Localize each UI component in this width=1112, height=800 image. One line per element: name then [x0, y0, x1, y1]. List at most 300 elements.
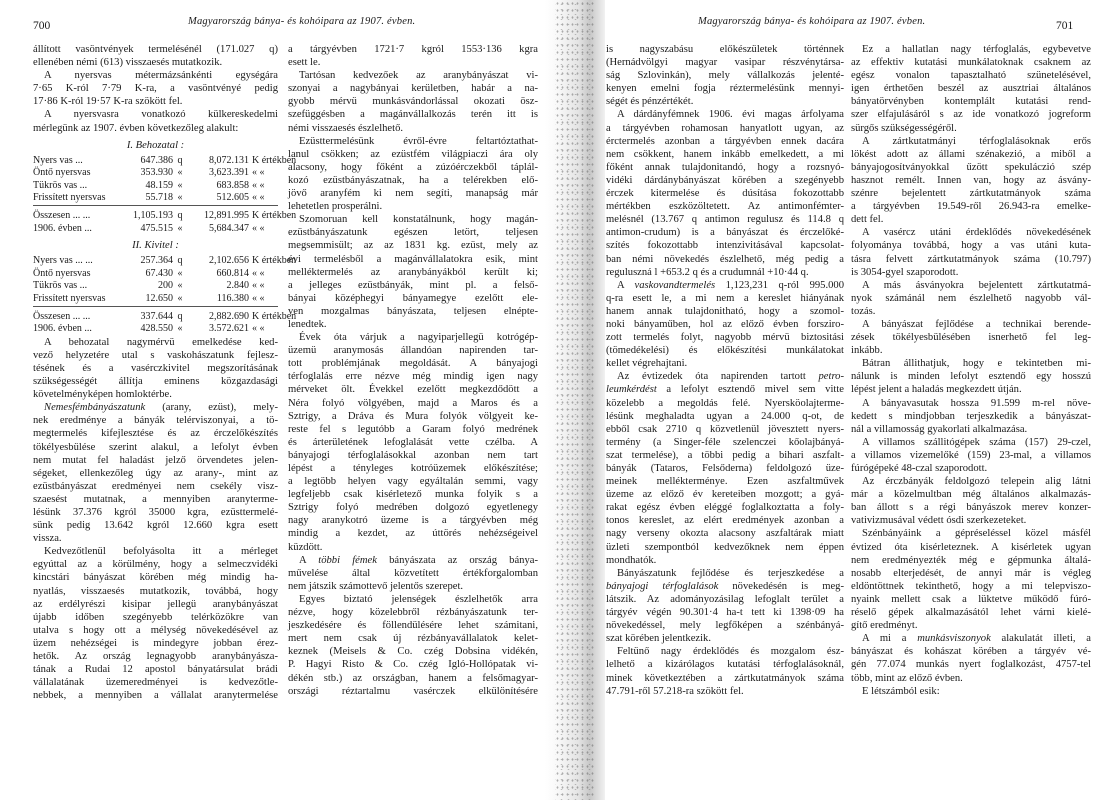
text-line: ségét és pénzértékét. [606, 96, 694, 108]
text-line: A nyersvasra vonatkozó külkereskedelmi [44, 109, 278, 121]
paragraph [851, 43, 1091, 135]
text-line: mindig a kezdet, az úttörés nehézségeivel [288, 528, 538, 540]
text-line: nem mutat fel haladást jelző örvendetes jelen- [33, 454, 278, 466]
text-line: folyománya továbbá, hogy a vas utáni kuta- [851, 240, 1091, 252]
table-cell: 3.572.621 [209, 323, 249, 335]
text-line: közelebb a megoldás felé. Nyersköolajterme- [606, 397, 844, 409]
table-cell: 428.550 [140, 323, 173, 335]
text-line: ság Szlovinkán), mely vállalkozás jelenté- [606, 70, 844, 82]
text-line: szonyai a nagybányai kerületben, habár a na- [288, 83, 538, 95]
paragraph [288, 69, 538, 134]
table-cell: 200 [158, 280, 173, 292]
text-line: reste fel s legutóbb a Garam folyó medrének [288, 423, 538, 435]
text-line: utalva s hogy ott a mélység növekedésével az [33, 624, 278, 636]
text-line: nebbek, a mennyiben a vállalat aranytermelése [33, 690, 278, 702]
table-cell: Összesen ... ... [33, 210, 91, 222]
text-line: ségeket, ellenkezőleg úgy az arany-, mint az [33, 467, 278, 479]
italic-term: bányajogi térfoglalások [606, 580, 719, 592]
text-line: üzleti szempontból kedvezőknek nem éppen [606, 541, 844, 553]
text-line: évtized óta kisérleteznek. A kisérletek ugyan [851, 541, 1091, 553]
text-segment: Az évtizedek óta napirenden tartott [617, 371, 819, 383]
text-line: hetők. Az ország legnagyobb aranybányásza- [33, 651, 278, 663]
table-cell: q [177, 255, 183, 267]
text-line [288, 554, 538, 567]
left-page-column-1 [33, 43, 297, 702]
text-line [606, 580, 844, 593]
italic-term: petro- [818, 371, 844, 383]
text-line [606, 383, 844, 396]
table-cell: « « [252, 192, 265, 204]
text-line: legfeljebb csak kisérletező munka folyik s a [288, 489, 538, 501]
text-line: megtermelés kifejlesztése és az érczelőkészítés [33, 428, 278, 440]
paragraph [288, 43, 538, 69]
text-line: lelhető a kizárólagos kutatási térfoglalásoknál, [606, 659, 844, 671]
paragraph [33, 108, 278, 134]
italic-term: munkásviszonyok [917, 633, 991, 645]
paragraph [33, 545, 278, 702]
table-cell: Nyers vas ... [33, 154, 83, 166]
text-line: országi réztartalmu vasérczek elkülönítésére [288, 685, 538, 697]
paragraph [606, 645, 844, 697]
text-line: szat körében jelentkezik. [606, 633, 712, 645]
scan-noise [555, 0, 595, 800]
text-line: tozás. [851, 305, 876, 317]
left-page-column-2 [288, 43, 538, 698]
text-line: vező helyzetére utal s vaskohászatunk fejlesz- [33, 349, 278, 361]
text-line: Tartósan kedvezőek az aranybányászat vi- [299, 70, 538, 82]
text-line: is 3054-gyel szaporodott. [851, 266, 959, 278]
text-line: mérlegünk az 1907. évben következőleg alakult: [33, 122, 239, 134]
text-line: tának a Rudai 12 apostol bányatársulat brádi [33, 664, 278, 676]
text-line: tásra felvett zártkutatmányok száma (10.797) [851, 253, 1091, 265]
text-line: minek következtében a zártkutatmányok száma [606, 672, 844, 684]
text-line: lökést adott az állami szénakezió, a miből a [851, 148, 1091, 160]
text-line: bányai középhegyi bányamegye ezelőtt ele- [288, 292, 538, 304]
table-cell: « [177, 323, 183, 335]
text-line: bányatörvényben kontemplált kutatási rend- [851, 96, 1091, 108]
text-line: üzemü aranymosás állandóan napirenden tar- [288, 345, 538, 357]
text-line: A bányavasutak hossza 91.599 m-rel növe- [862, 397, 1091, 409]
text-line: nálunk is minden lefolyt esztendő egy hosszú [851, 371, 1091, 383]
paragraph [33, 401, 278, 545]
table-cell: Öntő nyersvas [33, 267, 91, 279]
text-line: szer elfajulásáról s az ide vonatkozó jogreform [851, 109, 1091, 121]
text-line: lehetetlen prosperálni. [288, 201, 383, 213]
page-number-right: 701 [1056, 20, 1074, 32]
text-line: A villamos szállitógépek száma (157) 29-czel, [862, 436, 1091, 448]
text-line: ven mozgalmas bányászata, teljesen elnépte- [288, 305, 538, 317]
running-head-left: Magyarország bánya- és kohóipara az 1907. évben. [188, 16, 416, 27]
table-cell: K értékben [252, 310, 297, 322]
text-line: nyaink mellett csak a lüktetve működő fúró- [851, 593, 1091, 605]
text-line: alacsony, hogy főként a zúzóérczekből táplál- [288, 161, 538, 173]
right-page-column-2 [851, 43, 1091, 698]
text-line: szefüggésben a magánvállalkozás terén itt is [288, 109, 538, 121]
text-line: noki bányaműben, hol az előző évben forsziro- [606, 318, 844, 330]
text-line: nagy aranykotró üzeme is a tárgyévben még [288, 515, 538, 527]
table-cell: 5,684.347 [209, 222, 249, 234]
right-page-column-1 [606, 43, 844, 698]
table-cell: 2,102.656 [209, 255, 249, 267]
table-row [33, 180, 278, 193]
text-line: művelése által közvetített értékforgalomban [288, 567, 538, 579]
text-line: A dárdányfémnek 1906. évi magas árfolyama [617, 109, 844, 121]
paragraph [851, 685, 1091, 698]
text-line: lanul csökken; az ezüstfém világpiaczi ára oly [288, 148, 538, 160]
text-line: állított vasöntvények termelésénél (171.027 q) [33, 44, 278, 55]
text-line: érczek kitermelése és dúsítása fokozottabb [606, 188, 844, 200]
table-cell: 8,072.131 [209, 154, 249, 166]
text-line: évi termelésből a magánvállalatokra esik, mint [288, 253, 538, 265]
text-line: a legtöbb helyen vagy egyáltalán semmi, vagy [288, 476, 538, 488]
text-line: réselő gépek alkalmazásától lehet várni kielé- [851, 607, 1091, 619]
text-line: nem csökkent, hanem inkább emelkedett, a mi [606, 148, 844, 160]
table-cell: q [177, 210, 183, 222]
text-line: üzeme az előző év kereteiben mozgott; a gyá- [606, 489, 844, 501]
text-line [33, 401, 278, 414]
text-line: zések tökélyesbülésében isnerhető fel leg- [851, 332, 1091, 344]
text-line: gén 77.074 munkás nyert foglalkozást, 4757-tel [851, 659, 1091, 671]
text-line: nyok számánál nem észlelhető nagyobb vál- [851, 292, 1091, 304]
paragraph [606, 370, 844, 566]
table-cell: 116.380 [216, 293, 249, 304]
text-line: ezüstbányászatunk egészen letört, teljesen [288, 227, 538, 239]
text-segment: a lefolyt esztendő mivel sem vitte [656, 384, 844, 396]
table-cell: Tükrös vas ... [33, 179, 88, 191]
text-line: A vasércz utáni érdeklődés növekedésének [862, 227, 1091, 239]
text-line: Sztrigy, a Dráva és Mura folyók völgyeit ke- [288, 410, 538, 422]
table-row [33, 192, 278, 206]
text-line: inkább. [851, 345, 883, 357]
running-head-right: Magyarország bánya- és kohóipara az 1907. évben. [698, 16, 926, 27]
text-line: tárgyév végén 90.301·4 ha-t tett ki 1398·09 ha [606, 607, 844, 619]
text-line: fúrógépeké 48-czal szaporodott. [851, 463, 988, 474]
table-cell: q [177, 154, 183, 166]
text-line: sürgős szükségességéről. [851, 122, 957, 134]
text-line: bányajogosítványokkal űzött spekuláczió szép [851, 161, 1091, 173]
statistics-table [33, 138, 297, 236]
table-cell: « « [252, 222, 265, 234]
text-line: Néra folyó völgyében, majd a Maros és a [288, 397, 538, 409]
table-cell: Tükrös vas ... [33, 280, 88, 292]
paragraph [33, 43, 278, 69]
text-line: kenyen emelni fogja réztermelésünk mennyi- [606, 83, 844, 95]
table-cell: q [177, 310, 183, 322]
text-line: kellet végrehajtani. [606, 358, 688, 370]
text-line: A behozatal nagymérvü emelkedése ked- [44, 336, 278, 348]
table-cell: « « [252, 293, 265, 304]
text-line: vissza. [33, 533, 62, 545]
text-line: Szénbányáink a gépréseléssel közel másfél [862, 528, 1091, 540]
paragraph [606, 43, 844, 108]
statistics-table [33, 238, 297, 336]
paragraph [606, 108, 844, 278]
paragraph [606, 567, 844, 646]
text-line: a tárgyévben rohamosan hanyatlott ugyan, az [606, 122, 844, 134]
text-line: nál a villamosság gyakorlati alkalmazása. [851, 423, 1028, 435]
text-line: Feltünő nagy érdeklődés és mozgalom ész- [617, 646, 844, 658]
paragraph [851, 357, 1091, 396]
text-line: követelményképen homloktérbe. [33, 389, 172, 401]
table-cell: « « [252, 280, 265, 292]
table-cell: « [177, 267, 183, 279]
text-line: q-ra esett le, a mi nem a kereslet hiányának [606, 292, 844, 304]
text-line: üzem nehézségei is mindegyre jobban érez- [33, 637, 278, 649]
text-line: tott problémjának megoldását. A bányajogi [288, 358, 538, 370]
text-line: gítő eredményt. [851, 620, 918, 632]
table-row [33, 268, 278, 281]
table-cell: 12,891.995 [204, 210, 249, 222]
text-line: Évek óta várjuk a nagyiparjellegü kotrógép- [299, 332, 538, 344]
table-cell: « [177, 222, 183, 234]
text-segment: növekedésén is meg- [718, 580, 844, 592]
table-cell: 353.930 [140, 167, 173, 179]
table-row [33, 210, 297, 223]
text-line: kincstári bányászat körében még mindig ha- [33, 572, 278, 584]
table-cell: 512.605 [216, 192, 249, 204]
text-line: érctermelés azonban a tárgyévben ennek dacára [606, 135, 844, 147]
text-line: Sztrigy folyó medrében dolgozó egyetlenegy [288, 502, 538, 514]
text-line: nem játszik számottevő jelentős szerepet. [288, 580, 464, 592]
text-line: nem eredményezték még e gépmunka általá- [851, 554, 1091, 566]
text-line: ban állott s a régi bányászok merev konzer- [851, 502, 1091, 514]
text-line: a villamos vizemelőké (159) 23-mal, a villamos [851, 449, 1091, 461]
text-line: (Hernádvölgyi magyar vasipar részvénytársa- [606, 57, 844, 69]
table-cell: 337.644 [140, 310, 173, 322]
text-line: ezüstbányászat eredményei nem csekély visz- [33, 480, 278, 492]
text-line: Ez a hallatlan nagy térfoglalás, egybevetve [862, 44, 1091, 55]
paragraph [851, 279, 1091, 318]
text-line: szükségességét állítja eminens közgazdasági [33, 376, 278, 388]
table-cell: « [177, 167, 183, 179]
text-segment: bányászata az ország bánya- [376, 554, 538, 566]
text-line: vativizmusával védett ósdi szerkezeteket. [851, 515, 1027, 527]
text-line: egész vonalon tapasztalható szünetelésével, [851, 70, 1091, 82]
table-heading: I. Behozatal : [126, 139, 185, 151]
text-segment: A mi a [862, 633, 918, 645]
text-line: Egyes biztató jelenségek észlelhetők arra [299, 593, 538, 605]
text-line: nosabb elterjedését, de annyi már is végleg [851, 567, 1091, 579]
text-line: nézve, hogy közelebbről rézbányászatunk ter- [288, 607, 538, 619]
text-line: és árterületének lefoglalását vette czélba. A [288, 436, 538, 448]
table-row [33, 255, 297, 268]
paragraph [33, 69, 278, 108]
text-line: bányászat és kohászat körében a tárgyév vé- [851, 646, 1091, 658]
table-row [33, 293, 278, 307]
text-segment: A [299, 554, 319, 566]
table-cell: 1,105.193 [133, 210, 173, 222]
table-row [33, 154, 297, 168]
table-cell: « « [252, 323, 265, 335]
italic-term: többi fémek [318, 554, 377, 566]
text-line: P. Hagyi Risto & Co. czég Igló-Hollópatak vi- [288, 659, 538, 671]
text-line: bányajogi térfoglalásokkal azonban nem tart [288, 449, 538, 461]
table-row [33, 310, 297, 324]
text-line: ebből csak 2710 q közvetlenül jövesztett nyers- [606, 423, 844, 435]
paragraph [851, 318, 1091, 357]
paragraph [606, 279, 844, 371]
text-line: szítés fokozottabb intenzivitásával kapcsolat- [606, 240, 844, 252]
text-line: szat termelése), a többi pedig a bihari aszfalt- [606, 449, 844, 461]
table-cell: 55.718 [145, 192, 173, 204]
table-cell: « [177, 280, 183, 292]
table-cell: 647.386 [140, 154, 173, 166]
text-line: szaesést mutatnak, a mennyiben aranyterme- [33, 493, 278, 505]
text-segment: 1,123,231 q-ról 995.000 [715, 279, 844, 291]
text-line: gyobb mérvü munkásvándorlással okozati ösz- [288, 96, 538, 108]
page-number-left: 700 [33, 20, 51, 32]
text-line: vállalatának üzemeredményei is kedvezőtle- [33, 677, 278, 689]
table-cell: « « [252, 167, 265, 179]
table-cell: « [177, 179, 183, 191]
text-line: lépést jelent a haladás megkezdett útján. [851, 384, 1022, 396]
text-line: több, mint az előző évben. [851, 672, 963, 684]
table-cell: Frissített nyersvas [33, 293, 106, 304]
text-line: dett fel. [851, 214, 884, 226]
table-cell: 2,882.690 [209, 310, 249, 322]
text-line: kedett s mindjobban terjeszkedik a bányászat- [851, 410, 1091, 422]
table-cell: Összesen ... ... [33, 310, 91, 322]
text-line: A más ásványokra bejelentett zártkutatmá- [862, 279, 1091, 291]
text-line: lenedtek. [288, 318, 327, 330]
text-line: mondhatók. [606, 554, 657, 566]
table-cell: 2.840 [226, 280, 249, 292]
table-cell: 257.364 [140, 255, 173, 267]
text-line: termény (a Singer-féle szelenczei kőolajbányá- [606, 436, 844, 448]
text-line: tonos kereslet, az elért eredmények azonban a [606, 515, 844, 527]
paragraph [288, 554, 538, 593]
text-line: lésünk 37.376 kgról 35000 kgra, ezüsttermelé- [33, 507, 278, 518]
text-line: mértékben eszközöltetett. Az antimonfémter- [606, 201, 844, 213]
italic-term: Nemesfémbányászatunk [44, 402, 146, 414]
table-cell: Öntő nyersvas [33, 167, 91, 179]
table-cell: K értékben [252, 210, 297, 222]
text-line: a tárgyévben 1721·7 kgról 1553·136 kgra [288, 44, 538, 55]
paragraph [851, 527, 1091, 632]
paragraph [288, 593, 538, 698]
text-line: egyúttal az a körülmény, hogy a selmeczvidéki [33, 559, 278, 571]
table-cell: 1906. évben ... [33, 323, 92, 335]
text-line: kozó ezüstbányászatnak, ha a telérekben elő- [288, 174, 538, 186]
table-row [33, 223, 278, 236]
text-line: 17·86 K-ról 19·57 K-ra szökött fel. [33, 96, 183, 108]
italic-term: leumkérdést [606, 384, 657, 396]
text-line: is nagyszabásu előkészületek történnek [606, 44, 844, 55]
text-segment: (arany, ezüst), mely- [145, 402, 278, 414]
text-line: látszik. Az adományozásilag lefoglalt terület a [606, 593, 844, 605]
text-line: dékén stb.) az országban, hanem a felsőmagyar- [288, 672, 538, 684]
text-line: 7·65 K-ról 7·79 K-ra, a vasöntvényé pedig [33, 83, 278, 95]
text-line: hasznot remélt. Innen van, hogy az ásvány- [851, 174, 1091, 186]
text-line: Az érczbányák feldolgozó telepein alig látni [862, 476, 1091, 488]
text-segment: A [617, 279, 635, 291]
table-cell: 67.430 [145, 267, 173, 279]
text-line: A bányászat fejlődése a technikai berende- [862, 318, 1091, 330]
paragraph [288, 213, 538, 331]
text-line: bányák (Tataros, Felsőderna) feldolgozó üze- [606, 463, 844, 474]
text-line [606, 370, 844, 383]
text-line: már a közelmultban még általános alkalmazás- [851, 489, 1091, 501]
text-line: E létszámból esik: [862, 685, 940, 697]
table-row [33, 280, 278, 293]
table-cell: 48.159 [145, 179, 173, 191]
paragraph [288, 331, 538, 554]
text-line: zott termelés folyt, nagyobb mérvü biztositási [606, 332, 844, 344]
text-segment: alakulatát illeti, a [990, 633, 1091, 645]
text-line: melléktermelés az aranybányákból került ki; [288, 266, 538, 278]
text-line: hanem annak tulajdonitható, hogy a szomol- [606, 305, 844, 317]
text-line: 47.791-ről 57.218-ra szökött fel. [606, 685, 744, 697]
text-line: küzdött. [288, 541, 323, 553]
text-line: lépést a tényleges kotróüzemek előkészítése; [288, 463, 538, 474]
table-cell: K értékben [252, 154, 297, 166]
text-line: jövő aranyfém ki nem segíti, manapság már [288, 188, 538, 200]
paragraph [851, 135, 1091, 227]
text-line: igen érthetően beszél az ausztriai általános [851, 83, 1091, 95]
paragraph [851, 475, 1091, 527]
text-line [851, 632, 1091, 645]
text-line: ban némi növekedés észlelhető, még pedig a [606, 253, 844, 265]
text-line: eldöntöttnek tekinthető, hogy a mi telepviszo- [851, 580, 1091, 592]
text-line: nyatlás, visszaesés mutatkozik, továbbá, hogy [33, 585, 278, 597]
paragraph [851, 436, 1091, 475]
text-line: meinek mellékterménye. Ezen aszfaltművek [606, 476, 844, 488]
text-line: nagy verseny okozta alacsony aszfaltárak miatt [606, 528, 844, 540]
text-line: rakat egész évben eléggé foglalkoztatta a foly- [606, 502, 844, 514]
table-heading: II. Kivitel : [132, 240, 179, 252]
text-line: térfoglalás erre nézve még mindig igen nagy [288, 371, 538, 383]
paragraph [288, 135, 538, 214]
text-line: némi visszaesés észlelhető. [288, 122, 404, 134]
table-cell: 683.858 [216, 179, 249, 191]
text-line: növekedéssel, mely legfőképen a szénbányá- [606, 620, 844, 632]
table-cell: 12.650 [145, 293, 173, 304]
text-line: Bátran állithatjuk, hogy e tekintetben mi- [862, 358, 1091, 370]
table-cell: 660.814 [216, 267, 249, 279]
text-line: az effektiv kutatási munkálatoknak csaknem az [851, 57, 1091, 69]
text-line: nek eredménye a bányák telérviszonyai, a tö- [33, 415, 278, 427]
text-line: melésnél (13.767 q antimon regulusz és 114.8 q [606, 214, 844, 226]
text-line: tökélyesbülése szerint alakul, a lefolyt évben [33, 441, 278, 453]
text-line [606, 279, 844, 292]
text-line: Szomoruan kell konstatálnunk, hogy magán- [299, 214, 538, 226]
table-cell: 1906. évben ... [33, 222, 92, 234]
table-cell: Frissített nyersvas [33, 192, 106, 204]
paragraph [851, 397, 1091, 436]
text-line: a tárgyévben 19.549-ről 26.943-ra emelke- [851, 201, 1091, 213]
text-line: Bányászatunk fejlődése és terjeszkedése a [617, 567, 844, 579]
table-cell: « « [252, 179, 265, 191]
text-line: reguluszná l +653.2 q és a crudumnál +10·44 q. [606, 266, 809, 278]
table-cell: « [177, 192, 183, 204]
text-line: A zártkutatmányi térfoglalásoknak erős [862, 135, 1091, 147]
text-line: tésének és a vasérczkivitel megszorításának [33, 362, 278, 374]
text-line: sünk pedig 13.642 kgról 12.660 kgra esett [33, 520, 278, 532]
paragraph [851, 632, 1091, 684]
text-line: mert nem csak új rézbányavállalatok kelet- [288, 633, 538, 645]
table-cell: K értékben [252, 255, 297, 267]
text-line: antimon-crudum) is a bányászat és érczelőké- [606, 227, 844, 239]
text-line: a jelleges ezüstbányák, mint pl. a felső- [288, 279, 538, 291]
paragraph [33, 336, 278, 401]
text-line: ellenében némi (613) visszaesés mutatkozik. [33, 57, 223, 69]
text-line: megsemmisült; az az 1831 kg. ezüst, mely az [288, 240, 538, 252]
text-line: lésünk meghaladta ugyan a 24.000 q-ot, de [606, 410, 844, 422]
text-line: Ezüsttermelésünk évről-évre feltartóztathat- [299, 135, 538, 147]
table-cell: Nyers vas ... ... [33, 255, 93, 267]
text-line: jeszkedésére és föllendülésére lehet számitani, [288, 620, 538, 632]
text-line: főként annak tulajdonitandó, hogy a rozsnyó- [606, 161, 844, 173]
